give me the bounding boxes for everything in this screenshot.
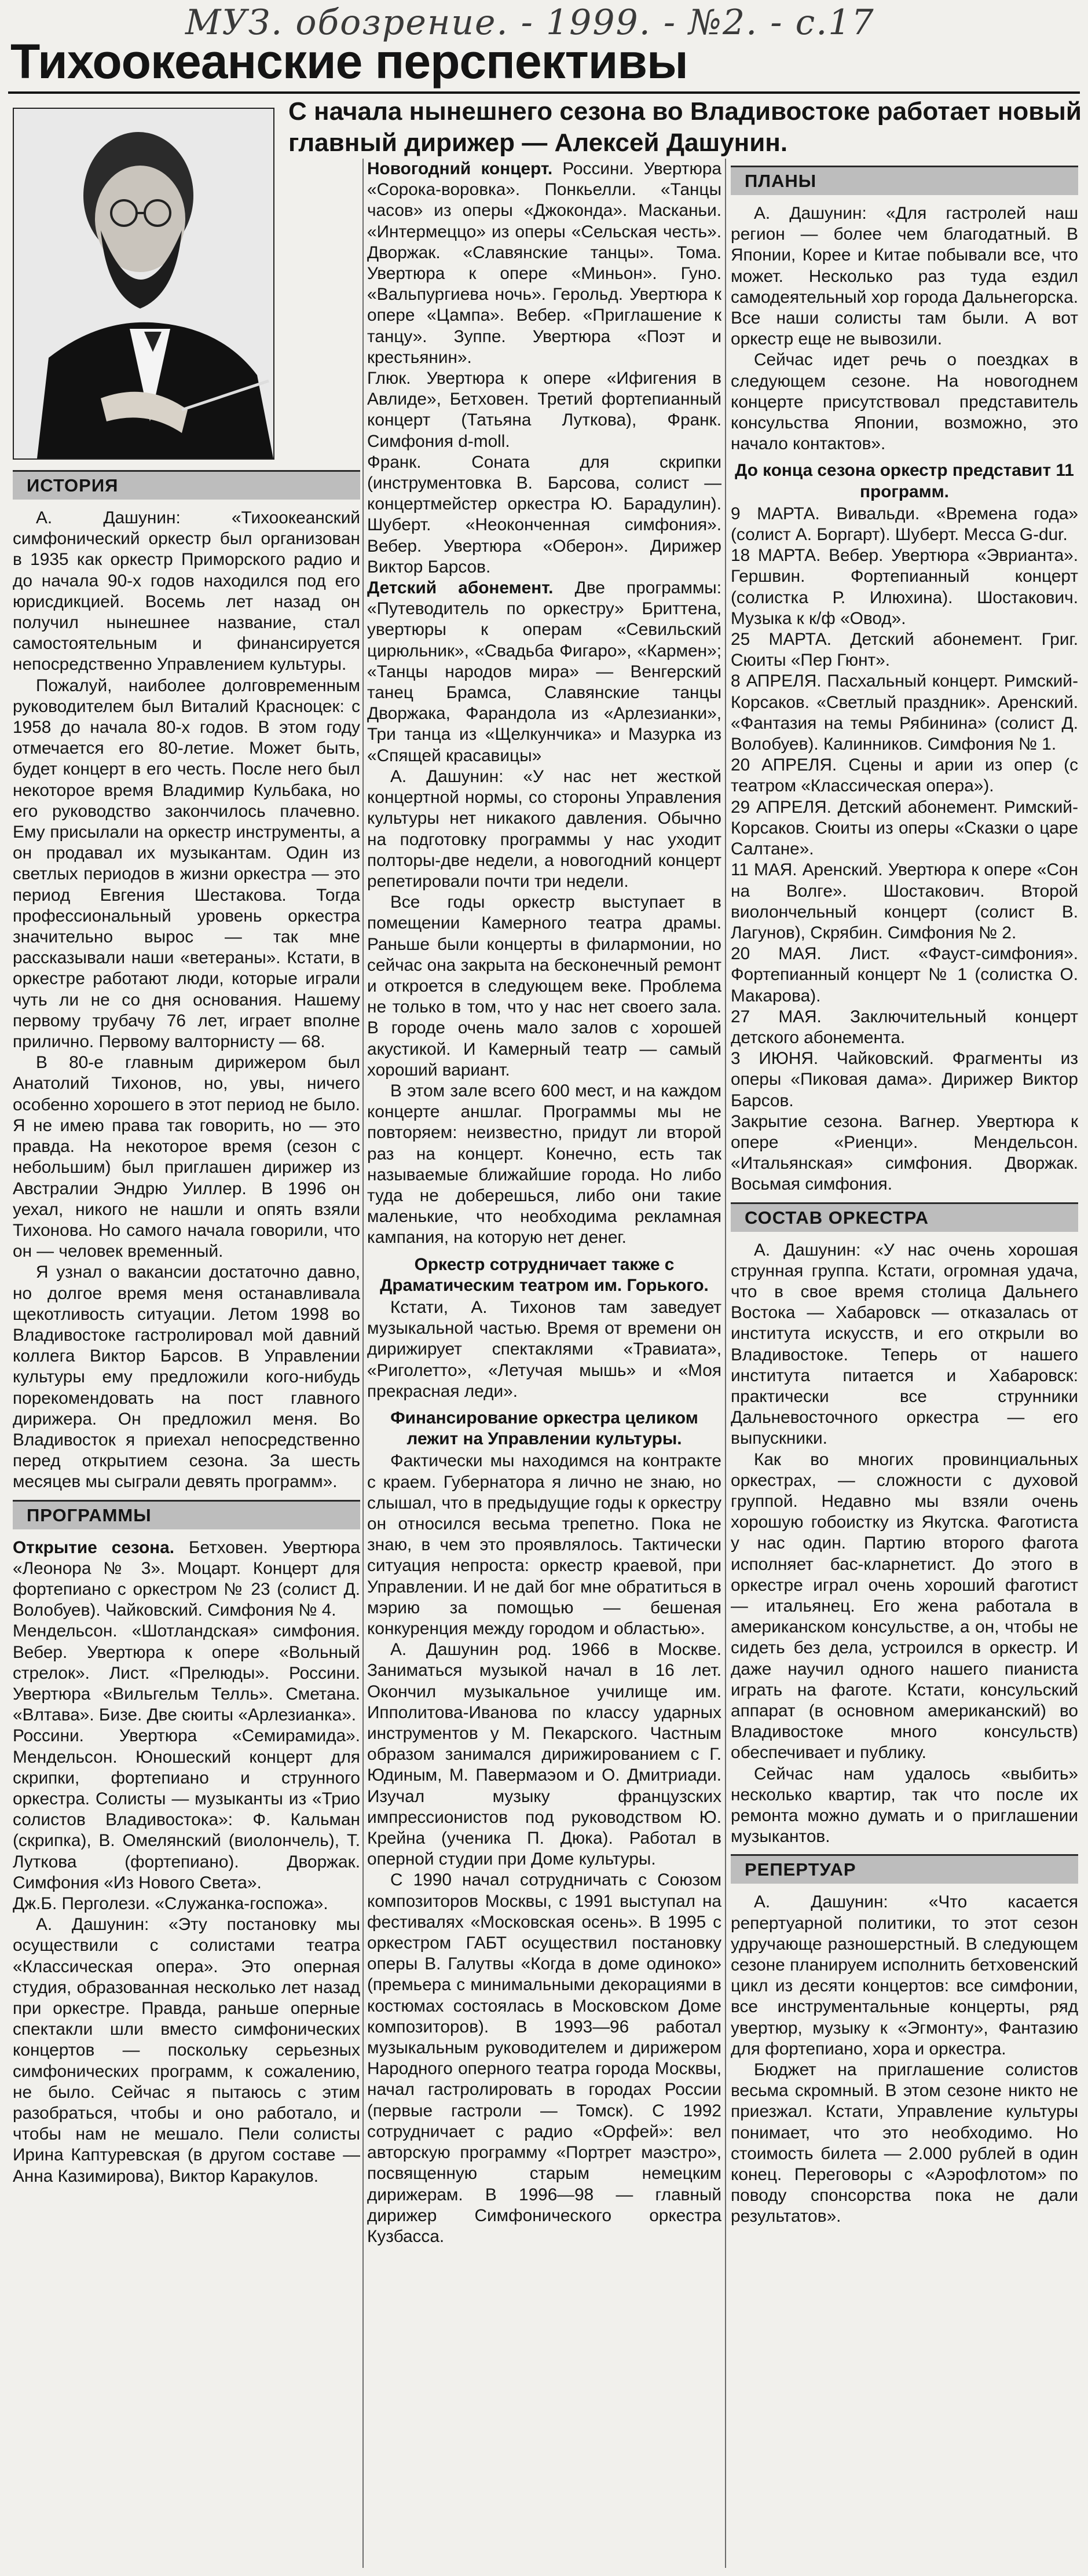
program-item: Глюк. Увертюра к опере «Ифигения в Авлиде», Бетховен. Третий фортепианный концерт (Татьяна Луткова), Франк. Симфония d-moll. <box>367 369 721 451</box>
paragraph: Кстати, А. Тихонов там заведует музыкальной частью. Время от времени он дирижирует спектаклями «Травиата», «Риголетто», «Летучая мышь» и «Моя прекрасная леди». <box>367 1297 721 1401</box>
schedule-item: 9 МАРТА. Вивальди. «Времена года» (солист А. Боргарт). Шуберт. Месса G-dur. <box>731 504 1078 545</box>
program-item: Дж.Б. Перголези. «Служанка-госпожа». <box>13 1894 328 1913</box>
paragraph: А. Дашунин: «Для гастролей наш регион — более чем благодатный. В Японии, Корее и Китае побывали все, что может. Несколько раз туда ездил самодеятельный хор города Дальнегорска. Все наши солисты там были. А вот оркестр еще не вывозили. <box>731 204 1078 349</box>
column-left <box>13 463 360 2568</box>
paragraph: А. Дашунин: «У нас нет жесткой концертной нормы, со стороны Управления культуры нет никакого давления. Обычно на подготовку программы у нас уходит полторы-две недели, а новогодний концерт репетировали почти три недели. <box>367 766 721 891</box>
subheading: Финансирование оркестра целиком лежит на Управлении культуры. <box>390 1408 698 1449</box>
handwritten-citation: МУЗ. обозрение. - 1999. - №2. - с.17 <box>185 2 875 43</box>
paragraph: Фактически мы находимся на контракте с краем. Губернатора я лично не знаю, но слышал, что в предыдущие годы к оркестру он относился весьма трепетно. Пока не знаю, в чем это проявлялось. Тактически ситуация непроста: оркестр краевой, при Управлении. И не дай бог мне обратиться в мэрию за помощью — бешеная конкуренция между городом и областью». <box>367 1451 721 1639</box>
paragraph: Бюджет на приглашение солистов весьма скромный. В этом сезоне никто не приезжал. Кстати, Управление культуры понимает, что это необходимо. Но стоимость билета — 2.000 рублей в один конец. Переговоры с «Аэрофлотом» по поводу спонсорства пока не дали результатов». <box>731 2060 1078 2226</box>
schedule-item: Закрытие сезона. Вагнер. Увертюра к опере «Риенци». Мендельсон. «Итальянская» симфония. Дворжак. Восьмая симфония. <box>731 1111 1078 1194</box>
paragraph: В этом зале всего 600 мест, и на каждом концерте аншлаг. Программы мы не повторяем: неизвестно, придут ли второй раз на концерт. Конечно, есть так называемые ближайшие города. Но либо туда не доберешься, либо они такие маленькие, что необходима рекламная кампания, на которую нет денег. <box>367 1081 721 1247</box>
portrait-illustration <box>14 109 273 458</box>
column-rule <box>725 159 726 2568</box>
article-lead: С начала нынешнего сезона во Владивостоке работает новый главный дирижер — Алексей Дашунин. <box>288 97 1082 157</box>
program-label: Открытие сезона. <box>13 1537 175 1557</box>
schedule-item: 3 ИЮНЯ. Чайковский. Фрагменты из оперы «Пиковая дама». Дирижер Виктор Барсов. <box>731 1049 1078 1110</box>
page-title: Тихоокеанские перспективы <box>10 34 688 89</box>
section-header-repertoire: РЕПЕРТУАР <box>731 1854 1078 1884</box>
paragraph: А. Дашунин: «Тихоокеанский симфонический оркестр был организован в 1935 как оркестр Приморского радио и до начала 90-х годов находился под его юрисдикцией. Восемь лет назад он получил нынешнее название, стал самостоятельным и финансируется непосредственно Управлением культуры. <box>13 508 360 674</box>
program-text: Две программы: «Путеводитель по оркестру» Бриттена, увертюры к операм «Севильский цирюльник», «Свадьба Фигаро», «Кармен»; «Танцы народов мира» — Венгерский танец Брамса, Славянские танцы Дворжака, Фарандола из «Арлезианки», Три танца из «Щелкунчика» и Мазурка из «Спящей красавицы» <box>367 578 721 765</box>
program-item: Франк. Соната для скрипки (инструментовка В. Барсова, солист — концертмейстер оркестра Ю. Барадулин). Шуберт. «Неоконченная симфония». Вебер. Увертюра «Оберон». Дирижер Виктор Барсов. <box>367 452 721 577</box>
program-item: Мендельсон. «Шотландская» симфония. Вебер. Увертюра к опере «Вольный стрелок». Лист. «Прелюды». Россини. Увертюра «Вильгельм Телль». Сметана. «Влтава». Бизе. Две сюиты «Арлезианка». <box>13 1621 360 1725</box>
subheading: До конца сезона оркестр представит 11 программ. <box>735 461 1074 501</box>
paragraph: Сейчас идет речь о поездках в следующем сезоне. На новогоднем концерте присутствовал представитель консульства Японии, возможно, это начало контактов». <box>731 350 1078 454</box>
schedule-item: 20 МАЯ. Лист. «Фауст-симфония». Фортепианный концерт № 1 (солистка О. Макарова). <box>731 944 1078 1006</box>
program-label: Детский абонемент. <box>367 578 554 598</box>
program-item <box>367 159 721 368</box>
column-rule <box>362 159 364 2568</box>
section-header-programs: ПРОГРАММЫ <box>13 1500 360 1529</box>
paragraph: В 80-е главным дирижером был Анатолий Тихонов, но, увы, ничего особенно хорошего в этот период не было. Я не имею права так говорить, но — это правда. На некоторое время (сезон с небольшим) был приглашен дирижер из Австралии Эндрю Уиллер. В 1996 он уехал, никого не нашли и опять взяли Тихонова. Но самого начала говорили, что он — человек временный. <box>13 1053 360 1261</box>
paragraph: Все годы оркестр выступает в помещении Камерного театра драмы. Раньше были концерты в филармонии, но сейчас она закрыта на бесконечный ремонт и откроется в следующем веке. Проблема не только в том, что у нас нет своего зала. В городе очень мало залов с хорошей акустикой. И Камерный театр — самый хороший вариант. <box>367 893 721 1080</box>
program-item <box>13 1537 360 1621</box>
section-header-orchestra: СОСТАВ ОРКЕСТРА <box>731 1202 1078 1232</box>
schedule-item: 11 МАЯ. Аренский. Увертюра к опере «Сон на Волге». Шостакович. Второй виолончельный концерт (солист В. Лагунов), Скрябин. Симфония № 2. <box>731 860 1078 942</box>
section-header-history: ИСТОРИЯ <box>13 470 360 500</box>
paragraph: Пожалуй, наиболее долговременным руководителем был Виталий Красноцек: с 1958 до начала 80-х годов. В этом году отмечается его 80-летие. Может быть, будет концерт в его честь. После него был некоторое время Владимир Кульбака, но его руководство закончилось плачевно. Ему присылали на оркестр инструменты, а он продавал их музыкантам. Один из светлых периодов в жизни оркестра — это период Евгения Шестакова. Тогда профессиональный уровень оркестра значительно вырос — так мне рассказывали наши «ветераны». Кстати, в оркестре работают люди, которые играли чуть ли не со дня основания. Нашему первому трубачу 76 лет, играет вполне прилично. Первому валторнисту — 68. <box>13 676 360 1052</box>
column-right <box>731 159 1078 2568</box>
schedule-item: 25 МАРТА. Детский абонемент. Григ. Сюиты «Пер Гюнт». <box>731 630 1078 670</box>
column-middle <box>367 159 721 2568</box>
program-item: Россини. Увертюра «Семирамида». Мендельсон. Юношеский концерт для скрипки, фортепиано и струнного оркестра. Солисты — музыканты из «Трио солистов Владивостока»: Ф. Кальман (скрипка), В. Омелянский (виолончель), Т. Луткова (фортепиано). Дворжак. Симфония «Из Нового Света». <box>13 1726 360 1892</box>
subheading: Оркестр сотрудничает также с Драматическим театром им. Горького. <box>380 1254 709 1295</box>
section-header-plans: ПЛАНЫ <box>731 166 1078 195</box>
schedule-item: 8 АПРЕЛЯ. Пасхальный концерт. Римский-Корсаков. «Светлый праздник». Аренский. «Фантазия на темы Рябинина» (солист Д. Волобуев). Калинников. Симфония № 1. <box>731 671 1078 754</box>
program-text: Россини. Увертюра «Сорока-воровка». Понкьелли. «Танцы часов» из оперы «Джоконда». Масканьи. «Интермеццо» из оперы «Сельская честь». Дворжак. «Славянские танцы». Тома. Увертюра к опере «Миньон». Гуно. «Вальпургиева ночь». Герольд. Увертюра к опере «Цампа». Вебер. «Приглашение к танцу». Зуппе. Увертюра «Поэт и крестьянин». <box>367 159 721 367</box>
paragraph: Я узнал о вакансии достаточно давно, но долгое время меня останавливала щекотливость ситуации. Летом 1998 во Владивостоке гастролировал мой давний коллега Виктор Барсов. В Управлении культуры ему предложили кого-нибудь порекомендовать на пост главного дирижера. Он предложил меня. Во Владивосток я приехал непосредственно перед открытием сезона. За шесть месяцев мы сыграли девять программ». <box>13 1263 360 1492</box>
paragraph: Сейчас нам удалось «выбить» несколько квартир, так что после их ремонта можно думать и о приглашении музыкантов. <box>731 1764 1078 1847</box>
paragraph: Как во многих провинциальных оркестрах, — сложности с духовой группой. Недавно мы взяли очень хорошую гобоистку из Якутска. Фаготиста у нас один. Партию второго фагота исполняет бас-кларнетист. До этого в оркестре играл очень хороший фаготист — итальянец. Его жена работала в американском консульстве, а он, чтобы не сидеть без дела, устроился в оркестр. И даже научил одного нашего пианиста играть на фаготе. Кстати, консульский аппарат (в основном американский) во Владивостоке много консульств) обеспечивает и публику. <box>731 1450 1078 1763</box>
program-label: Новогодний концерт. <box>367 159 553 178</box>
program-text: Бетховен. Увертюра «Леонора № 3». Моцарт. Концерт для фортепиано с оркестром № 23 (солист Д. Волобуев). Чайковский. Симфония № 4. <box>13 1537 360 1620</box>
conductor-photo <box>13 108 274 460</box>
schedule-item: 29 АПРЕЛЯ. Детский абонемент. Римский-Корсаков. Сюиты из оперы «Сказки о царе Салтане». <box>731 797 1078 859</box>
schedule-item: 20 АПРЕЛЯ. Сцены и арии из опер (с театром «Классическая опера»). <box>731 755 1078 796</box>
paragraph: А. Дашунин: «Что касается репертуарной политики, то этот сезон удручающе разношерстный. В следующем сезоне планируем исполнить бетховенский цикл из десяти концертов: все симфонии, все инструментальные концерты, ряд увертюр, музыку к «Эгмонту», Фантазию для фортепиано, хора и оркестра. <box>731 1892 1078 2058</box>
paragraph: А. Дашунин: «Эту постановку мы осуществили с солистами театра «Классическая опера». Это оперная студия, образованная несколько лет назад при оркестре. Правда, раньше оперные спектакли шли вместо симфонических концертов — поскольку серьезных симфонических программ, к сожалению, не было. Сейчас я пытаюсь с этим разобраться, чтобы и оно работало, и чтобы нам не мешало. Пели солисты Ирина Каптуревская (в другом составе — Анна Казимирова), Виктор Каракулов. <box>13 1915 360 2186</box>
schedule-item: 27 МАЯ. Заключительный концерт детского абонемента. <box>731 1007 1078 1047</box>
biography: С 1990 начал сотрудничать с Союзом композиторов Москвы, с 1991 выступал на фестивалях «Московская осень». В 1995 с оркестром ГАБТ осуществил постановку оперы В. Галутвы «Когда в доме одиноко» (премьера с минимальными декорациями в костюмах состоялась в Московском Доме композиторов). В 1993—96 работал музыкальным руководителем и дирижером Народного оперного театра города Москвы, начал гастролировать в городах России (первые гастроли — Томск). С 1992 сотрудничает с радио «Орфей»: вел авторскую программу «Портрет маэстро», посвященную старым немецким дирижерам. В 1996—98 — главный дирижер Симфонического оркестра Кузбасса. <box>367 1870 721 2246</box>
program-item <box>367 578 721 766</box>
biography: А. Дашунин род. 1966 в Москве. Заниматься музыкой начал в 16 лет. Окончил музыкальное училище им. Ипполитова-Иванова по классу ударных инструментов у М. Пекарского. Частным образом занимался дирижированием с Г. Юдиным, М. Павермаэом и О. Дмитриади. Изучал музыку французских импрессионистов под руководством Ю. Крейна (ученика П. Дюка). Работал в оперной студии при Доме культуры. <box>367 1640 721 1869</box>
schedule-item: 18 МАРТА. Вебер. Увертюра «Эврианта». Гершвин. Фортепианный концерт (солистка Р. Илюхина). Шостакович. Музыка к к/ф «Овод». <box>731 546 1078 628</box>
paragraph: А. Дашунин: «У нас очень хорошая струнная группа. Кстати, огромная удача, что в свое время столица Дальнего Востока — Хабаровск — отказалась от института искусств, и его открыли во Владивостоке. Теперь от нашего института питается и Хабаровск: практически все струнники Дальневосточного оркестра — его выпускники. <box>731 1240 1078 1448</box>
title-rule <box>8 91 1080 94</box>
